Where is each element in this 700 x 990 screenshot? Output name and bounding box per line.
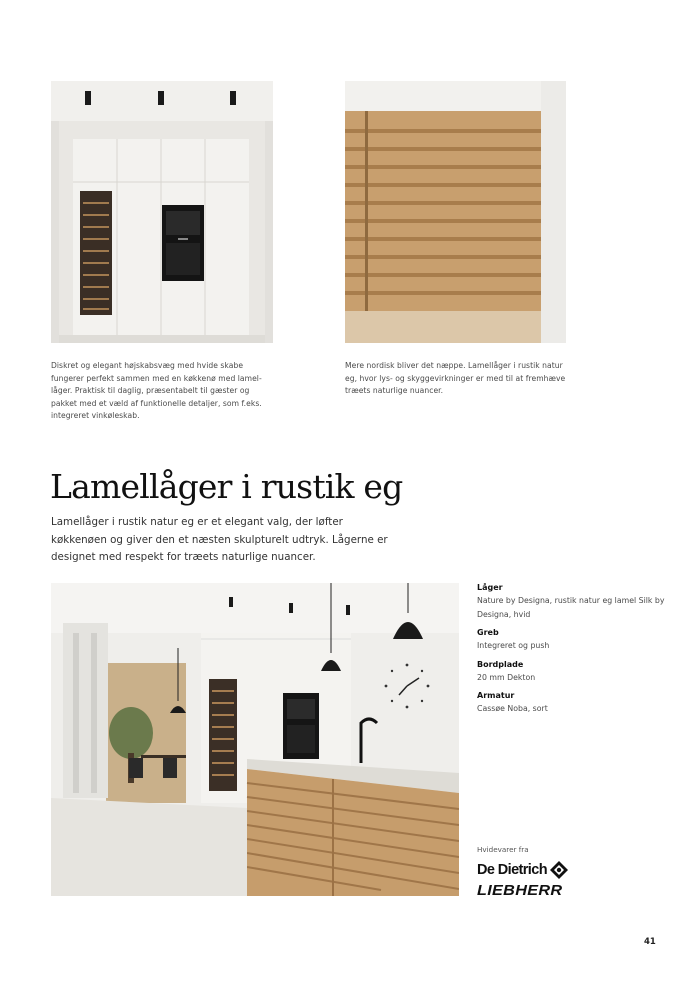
- page-number: 41: [644, 937, 656, 947]
- photo-tall-cabinet-wall: [51, 81, 273, 343]
- spec-label: Låger: [477, 583, 503, 592]
- spec-label: Bordplade: [477, 659, 524, 669]
- photo-oak-lamella-closeup: [345, 81, 566, 343]
- spec-item-worktop: [477, 659, 667, 685]
- page-heading: Lamellåger i rustik eg: [50, 467, 403, 506]
- diamond-logo-icon: [550, 861, 568, 879]
- spec-item-doors: [477, 582, 667, 621]
- spec-value: 20 mm Dekton: [477, 672, 536, 682]
- spec-label: Greb: [477, 628, 499, 637]
- spec-label: Armatur: [477, 691, 515, 700]
- de-dietrich-logo: [477, 861, 597, 879]
- spec-value: Cassøe Noba, sort: [477, 704, 548, 713]
- appliance-supplier: [477, 845, 597, 900]
- photo-kitchen-island: [51, 583, 459, 896]
- intro-paragraph: Lamellåger i rustik natur eg er et elegant valg, der løfter køkkenøen og giver den et næsten skulpturelt udtryk. Lågerne er designet med respekt for træets naturlige nuancer.: [51, 516, 388, 563]
- spec-value: Integreret og push: [477, 641, 550, 650]
- spec-item-handles: [477, 627, 667, 653]
- spec-item-faucet: [477, 690, 667, 716]
- spec-list: [477, 582, 667, 722]
- caption-left: Diskret og elegant højskabsvæg med hvide skabe fungerer perfekt sammen med en køkkenø med lamel-låger. Praktisk til daglig, præsentabelt til gæster og pakket med et væld af funktionelle detaljer, som f.eks. integreret vinkøleskab.: [51, 361, 262, 421]
- spec-value: Nature by Designa, rustik natur eg lamel Silk by Designa, hvid: [477, 596, 665, 619]
- liebherr-logo: LIEBHERR: [477, 882, 563, 899]
- caption-right: Mere nordisk bliver det næppe. Lamellåger i rustik natur eg, hvor lys- og skyggevirkninger er med til at fremhæve træets naturlige nuancer.: [345, 361, 566, 396]
- supplier-label: Hvidevarer fra: [477, 845, 529, 854]
- de-dietrich-wordmark: De Dietrich: [477, 862, 547, 878]
